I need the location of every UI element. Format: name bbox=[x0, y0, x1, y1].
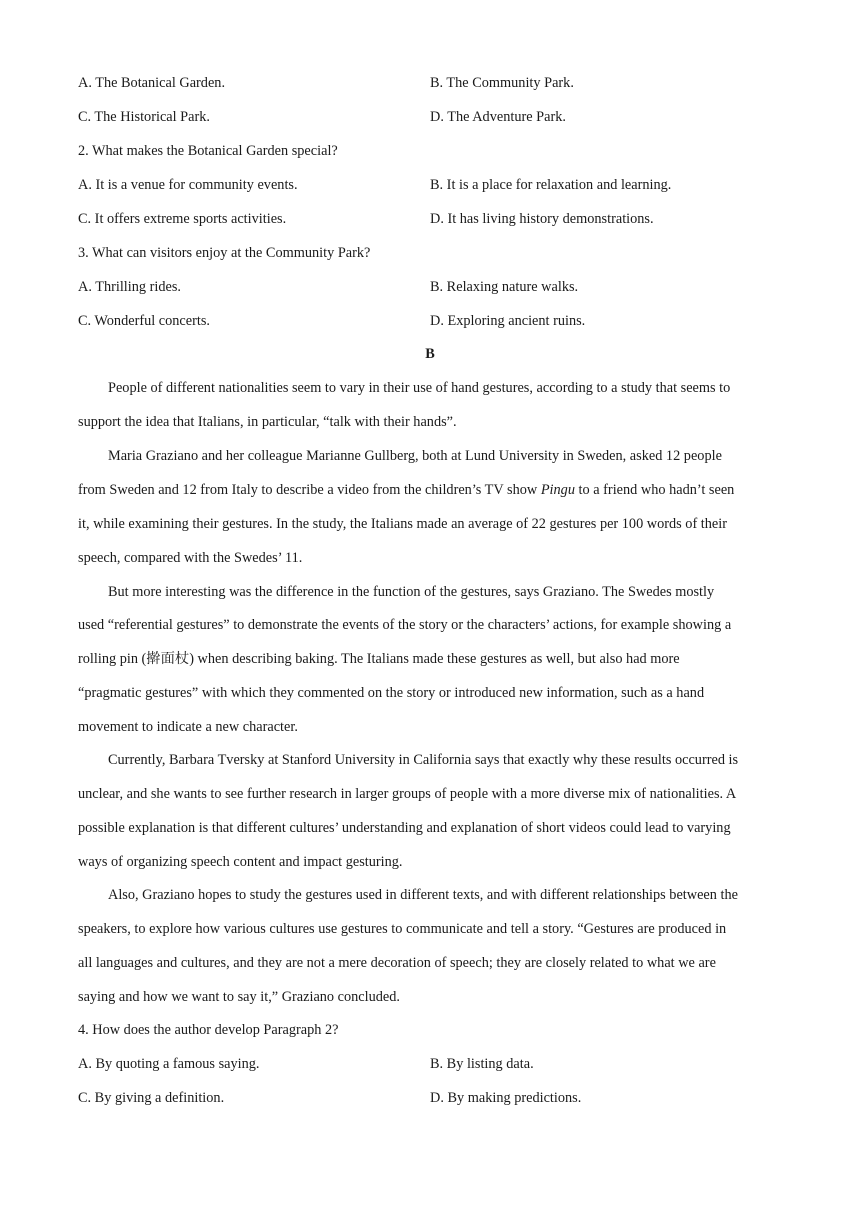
passage-line-with-title bbox=[78, 480, 734, 500]
q4-stem: 4. How does the author develop Paragraph 2? bbox=[78, 1022, 339, 1038]
passage-line: all languages and cultures, and they are not a mere decoration of speech; they are closely related to what we are bbox=[78, 955, 716, 971]
q2-option-d: D. It has living history demonstrations. bbox=[430, 211, 654, 227]
q3-option-b: B. Relaxing nature walks. bbox=[430, 279, 579, 295]
passage-line: saying and how we want to say it,” Graziano concluded. bbox=[78, 989, 400, 1005]
q4-option-d: D. By making predictions. bbox=[430, 1090, 582, 1106]
passage-text: from Sweden and 12 from Italy to describe a video from the children’s TV show bbox=[78, 482, 541, 498]
q2-stem: 2. What makes the Botanical Garden special? bbox=[78, 143, 338, 159]
passage-line: it, while examining their gestures. In the study, the Italians made an average of 22 gestures per 100 words of their bbox=[78, 516, 727, 532]
passage-line: “pragmatic gestures” with which they commented on the story or introduced new information, such as a hand bbox=[78, 685, 705, 701]
q4-option-b: B. By listing data. bbox=[430, 1056, 534, 1072]
passage-line: rolling pin (擀面杖) when describing baking. The Italians made these gestures as well, but also had more bbox=[78, 651, 680, 667]
section-title: B bbox=[425, 346, 435, 362]
q2-option-b: B. It is a place for relaxation and learning. bbox=[430, 177, 672, 193]
q3-option-d: D. Exploring ancient ruins. bbox=[430, 313, 586, 329]
passage-line: unclear, and she wants to see further research in larger groups of people with a more diverse mix of nationalities. A bbox=[78, 786, 737, 802]
q1-option-a: A. The Botanical Garden. bbox=[78, 75, 226, 91]
passage-line: Also, Graziano hopes to study the gestures used in different texts, and with different relationships between the bbox=[108, 887, 738, 903]
passage-line: possible explanation is that different cultures’ understanding and explanation of short videos could lead to varying bbox=[78, 820, 731, 836]
q2-option-a: A. It is a venue for community events. bbox=[78, 177, 298, 193]
q2-option-c: C. It offers extreme sports activities. bbox=[78, 211, 287, 227]
passage-line: support the idea that Italians, in particular, “talk with their hands”. bbox=[78, 414, 457, 430]
passage-line: People of different nationalities seem to vary in their use of hand gestures, according to a study that seems to bbox=[108, 380, 731, 396]
q3-option-c: C. Wonderful concerts. bbox=[78, 313, 210, 329]
passage-line: But more interesting was the difference in the function of the gestures, says Graziano. The Swedes mostly bbox=[108, 584, 715, 600]
passage-line: used “referential gestures” to demonstrate the events of the story or the characters’ actions, for example showing a bbox=[78, 617, 732, 633]
q3-option-a: A. Thrilling rides. bbox=[78, 279, 181, 295]
q4-option-c: C. By giving a definition. bbox=[78, 1090, 225, 1106]
passage-line: ways of organizing speech content and impact gesturing. bbox=[78, 854, 403, 870]
passage-line: Maria Graziano and her colleague Marianne Gullberg, both at Lund University in Sweden, asked 12 people bbox=[108, 448, 722, 464]
q1-option-d: D. The Adventure Park. bbox=[430, 109, 566, 125]
q3-stem: 3. What can visitors enjoy at the Community Park? bbox=[78, 245, 371, 261]
q4-option-a: A. By quoting a famous saying. bbox=[78, 1056, 260, 1072]
show-title: Pingu bbox=[540, 482, 575, 498]
q1-option-b: B. The Community Park. bbox=[430, 75, 574, 91]
passage-text: to a friend who hadn’t seen bbox=[574, 482, 735, 498]
passage-line: movement to indicate a new character. bbox=[78, 719, 298, 735]
passage-line: Currently, Barbara Tversky at Stanford University in California says that exactly why these results occurred is bbox=[108, 752, 739, 768]
q1-option-c: C. The Historical Park. bbox=[78, 109, 210, 125]
passage-line: speakers, to explore how various cultures use gestures to communicate and tell a story. “Gestures are produced in bbox=[78, 921, 727, 937]
passage-line: speech, compared with the Swedes’ 11. bbox=[78, 550, 303, 566]
